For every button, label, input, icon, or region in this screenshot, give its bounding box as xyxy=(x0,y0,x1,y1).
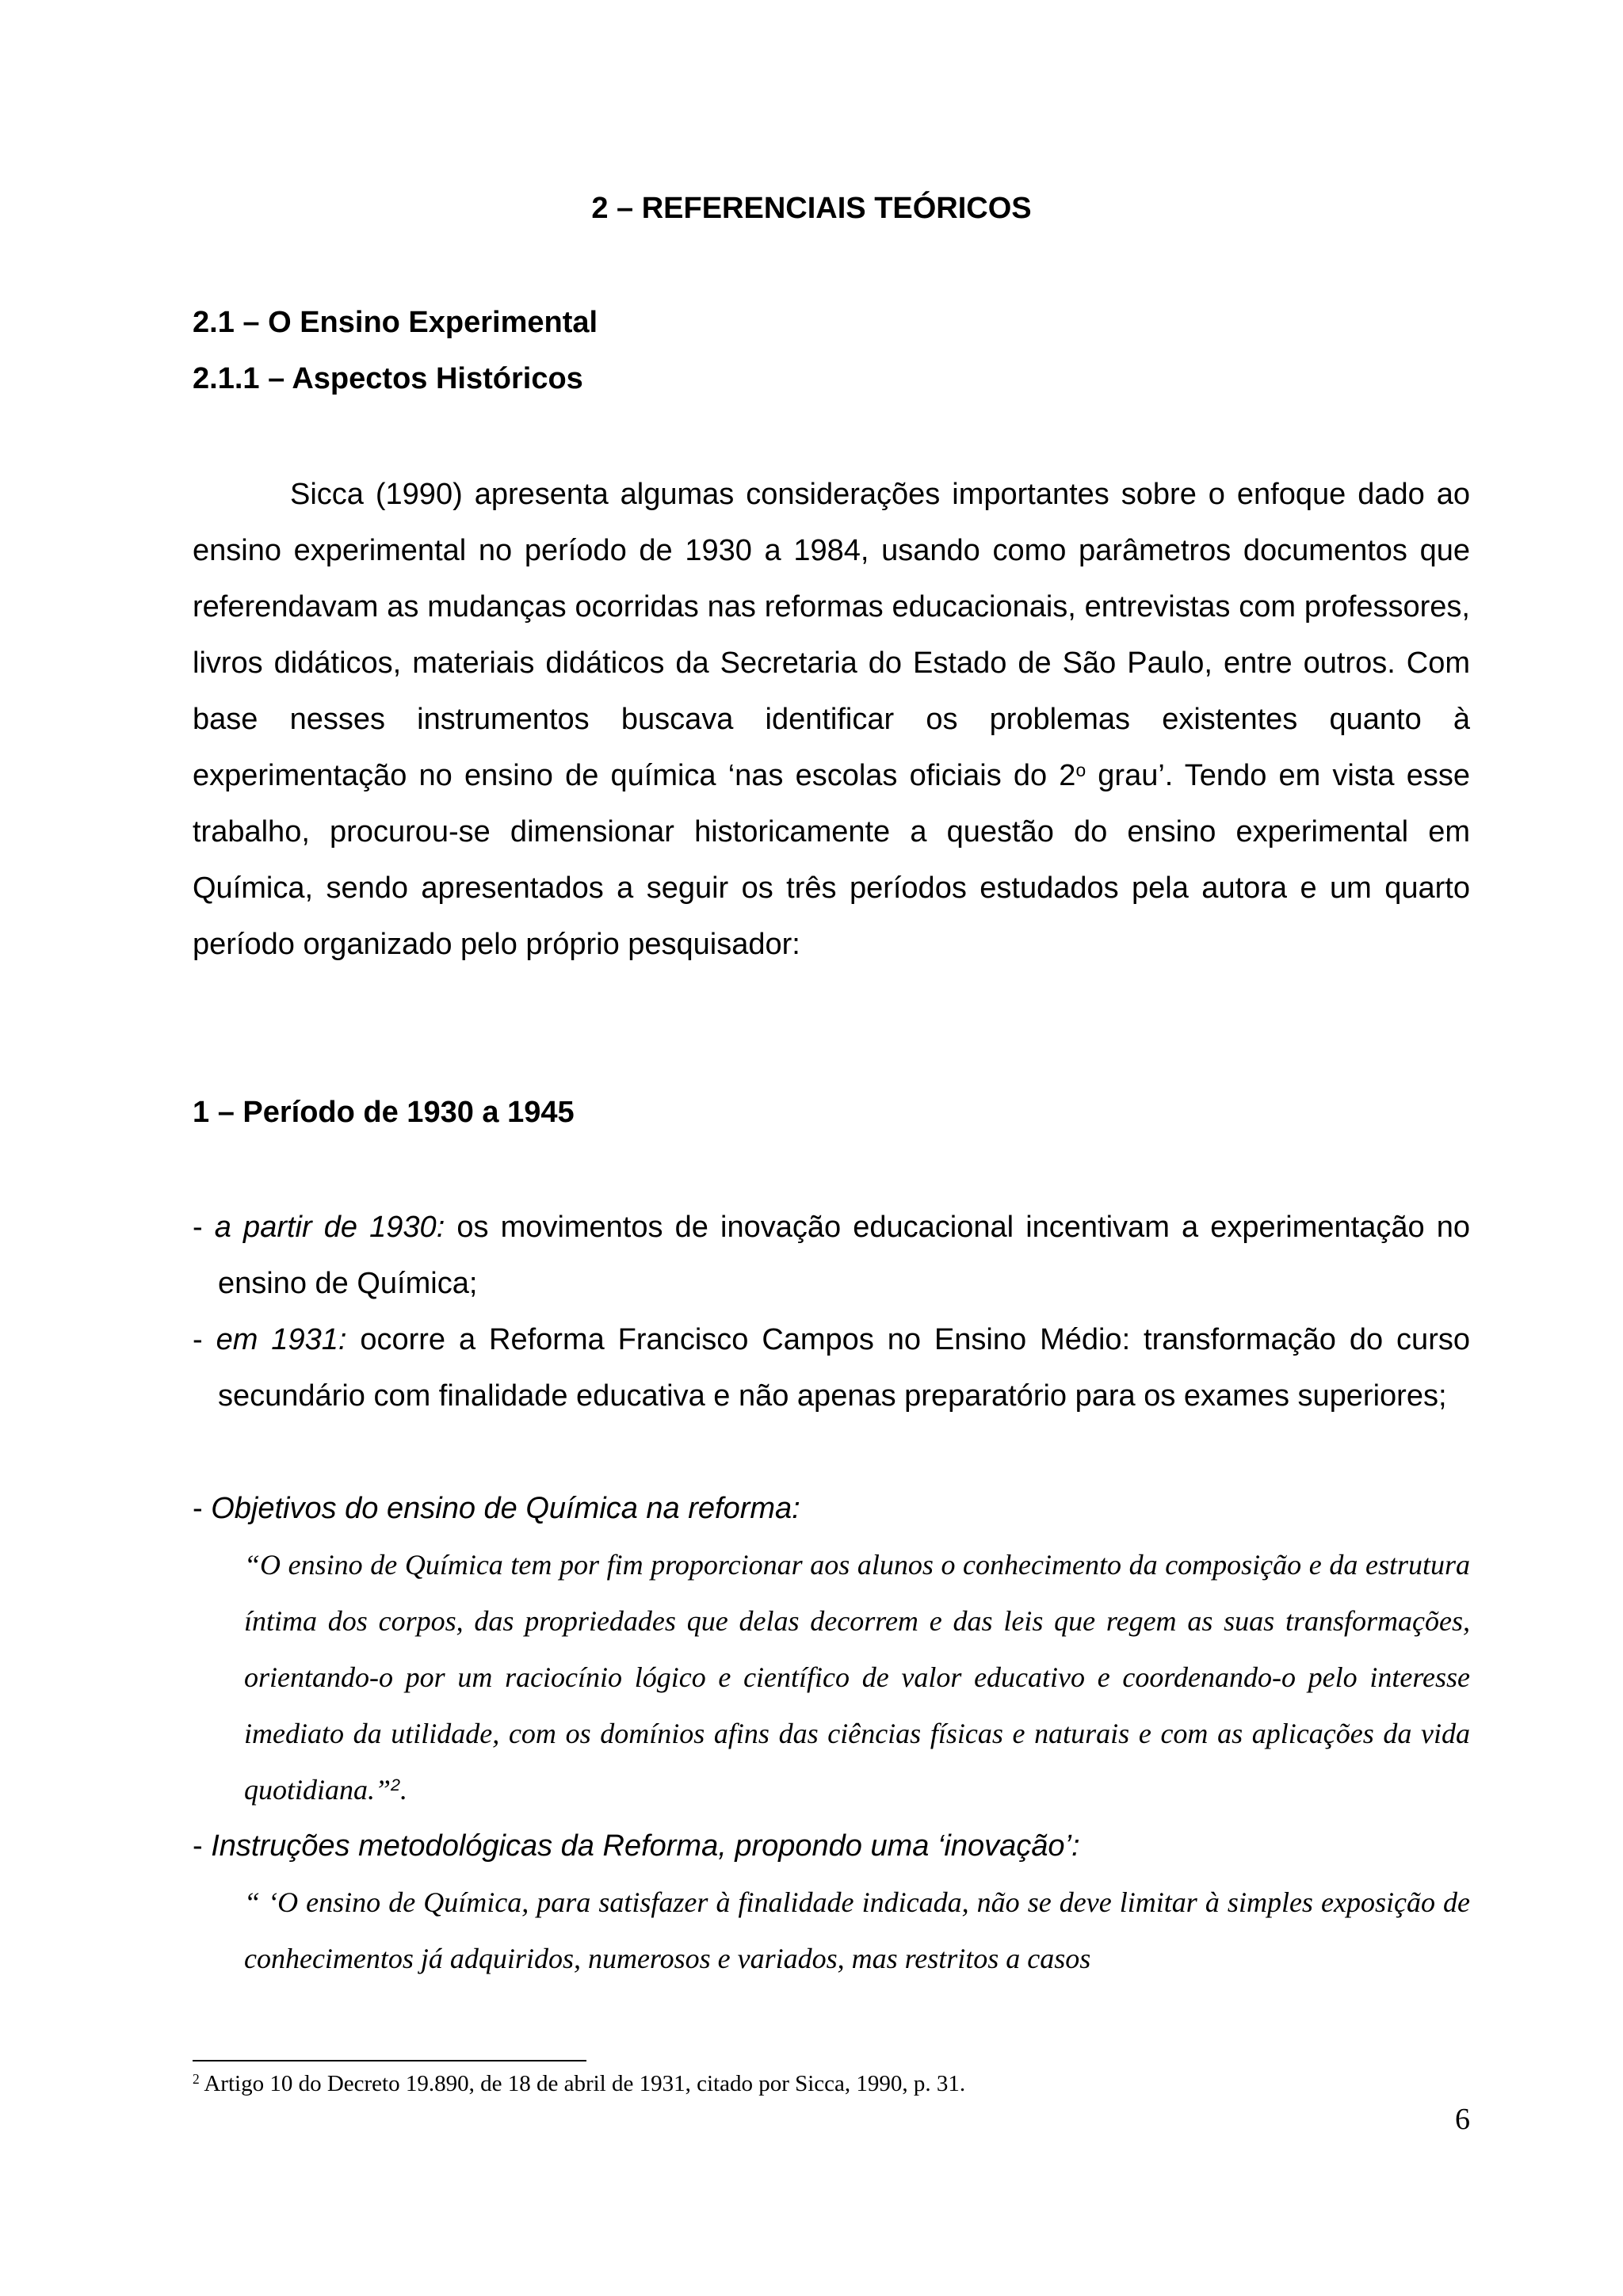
footnote-text: Artigo 10 do Decreto 19.890, de 18 de abril de 1931, citado por Sicca, 1990, p. 31. xyxy=(199,2071,966,2096)
quote-text: “O ensino de Química tem por fim proporcionar aos alunos o conhecimento da composição e da estrutura íntima dos corpos, das propriedades que delas decorrem e das leis que regem as suas transformações, orientando-o por um raciocínio lógico e científico de valor educativo e coordenando-o pelo interesse imediato da utilidade, com os domínios afins das ciências físicas e naturais e com as aplicações da vida quotidiana.” xyxy=(244,1549,1470,1806)
page-number: 6 xyxy=(1455,2103,1470,2136)
item-label: em 1931: xyxy=(216,1323,347,1356)
item-label: Objetivos do ensino de Química na reforma: xyxy=(211,1492,800,1525)
list-item xyxy=(193,1312,1470,1425)
item-text: os movimentos de inovação educacional incentivam a experimentação no ensino de Química; xyxy=(218,1211,1471,1300)
footnote-reference: 2 xyxy=(391,1775,401,1795)
ordinal-superscript: o xyxy=(1075,759,1086,780)
footnote-separator xyxy=(193,2060,586,2061)
item-text: ocorre a Reforma Francisco Campos no Ensino Médio: transformação do curso secundário com finalidade educativa e não apenas preparatório para os exames superiores; xyxy=(218,1323,1470,1413)
chapter-title: 2 – REFERENCIAIS TEÓRICOS xyxy=(591,192,1032,225)
list-dash: - xyxy=(193,1829,212,1863)
intro-paragraph xyxy=(193,467,1470,973)
intro-text-part2: grau’. Tendo em vista esse trabalho, procurou-se dimensionar historicamente a questão do ensino experimental em Química, sendo apresentados a seguir os três períodos estudados pela autora e um quarto período organizado pelo próprio pesquisador: xyxy=(193,759,1470,961)
quote-end: . xyxy=(400,1774,408,1806)
list-item xyxy=(193,1481,1470,1537)
list-dash: - xyxy=(193,1492,212,1525)
list-dash: - xyxy=(193,1323,216,1356)
item-label: a partir de 1930: xyxy=(214,1211,445,1244)
period-heading: 1 – Período de 1930 a 1945 xyxy=(193,1096,575,1129)
subsection-heading: 2.1.1 – Aspectos Históricos xyxy=(193,362,583,395)
footnote-mark: 2 xyxy=(193,2071,200,2088)
list-item xyxy=(193,1818,1470,1875)
footnote xyxy=(193,2071,965,2097)
block-quote: “ ‘O ensino de Química, para satisfazer à finalidade indicada, não se deve limitar à simples exposição de conhecimentos já adquiridos, numerosos e variados, mas restritos a casos xyxy=(244,1886,1470,1974)
section-heading: 2.1 – O Ensino Experimental xyxy=(193,306,598,339)
list-dash: - xyxy=(193,1211,215,1244)
block-quote xyxy=(244,1537,1470,1818)
item-label: Instruções metodológicas da Reforma, propondo uma ‘inovação’: xyxy=(211,1829,1080,1863)
intro-text-part1: Sicca (1990) apresenta algumas considerações importantes sobre o enfoque dado ao ensino experimental no período de 1930 a 1984, usando como parâmetros documentos que referendavam as mudanças ocorridas nas reformas educacionais, entrevistas com professores, livros didáticos, materiais didáticos da Secretaria do Estado de São Paulo, entre outros. Com base nesses instrumentos buscava identificar os problemas existentes quanto à experimentação no ensino de química ‘nas escolas oficiais do 2 xyxy=(193,478,1470,792)
list-item xyxy=(193,1199,1470,1312)
